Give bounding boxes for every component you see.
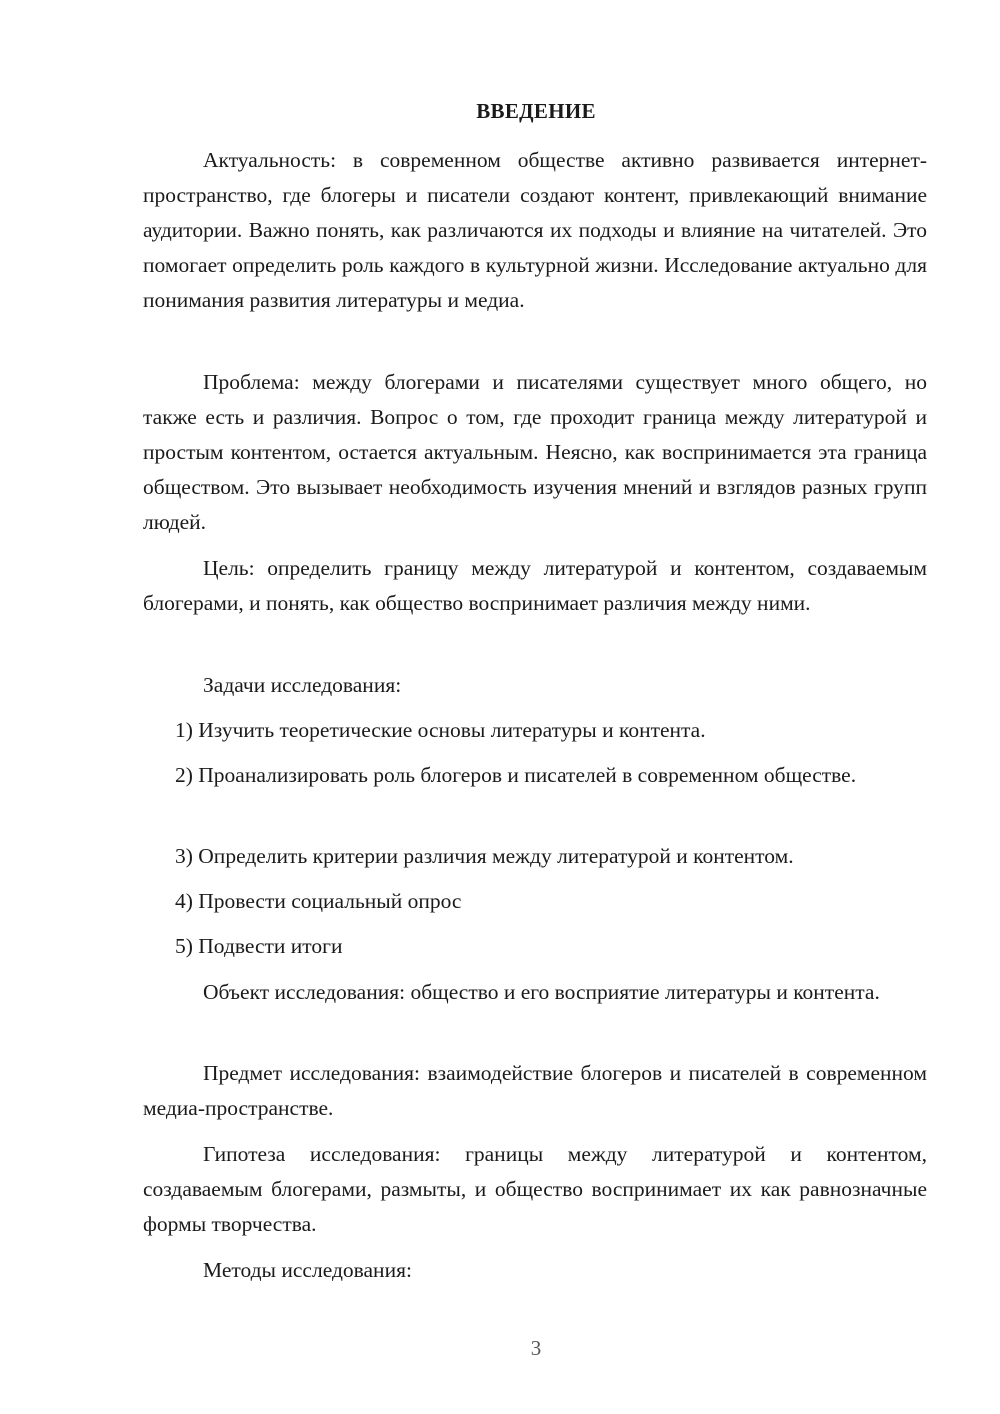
subject-paragraph: Предмет исследования: взаимодействие блогеров и писателей в современном медиа-пространстве. <box>143 1061 927 1120</box>
goal-paragraph: Цель: определить границу между литературой и контентом, создаваемым блогерами, и понять, как общество воспринимает различия между ними. <box>143 556 927 615</box>
task-item-3: 3) Определить критерии различия между литературой и контентом. <box>175 844 794 868</box>
relevance-paragraph: Актуальность: в современном обществе активно развивается интернет-пространство, где блогеры и писатели создают контент, привлекающий внимание аудитории. Важно понять, как различаются их подходы и влияние на читателей. Это помогает определить роль каждого в культурной жизни. Исследование актуально для понимания развития литературы и медиа. <box>143 148 927 312</box>
object-paragraph: Объект исследования: общество и его восприятие литературы и контента. <box>203 980 880 1004</box>
page-number: 3 <box>530 1336 542 1360</box>
task-item-5: 5) Подвести итоги <box>175 934 343 958</box>
tasks-title: Задачи исследования: <box>203 673 402 697</box>
hypothesis-paragraph: Гипотеза исследования: границы между литературой и контентом, создаваемым блогерами, размыты, и общество воспринимает их как равнозначные формы творчества. <box>143 1142 927 1236</box>
task-item-2: 2) Проанализировать роль блогеров и писателей в современном обществе. <box>175 763 857 787</box>
methods-title: Методы исследования: <box>203 1258 412 1282</box>
problem-paragraph: Проблема: между блогерами и писателями существует много общего, но также есть и различия. Вопрос о том, где проходит граница между литературой и простым контентом, остается актуальным. Неясно, как воспринимается эта граница обществом. Это вызывает необходимость изучения мнений и взглядов разных групп людей. <box>143 370 927 534</box>
task-item-1: 1) Изучить теоретические основы литературы и контента. <box>175 718 706 742</box>
section-heading: ВВЕДЕНИЕ <box>476 99 596 123</box>
task-item-4: 4) Провести социальный опрос <box>175 889 462 913</box>
